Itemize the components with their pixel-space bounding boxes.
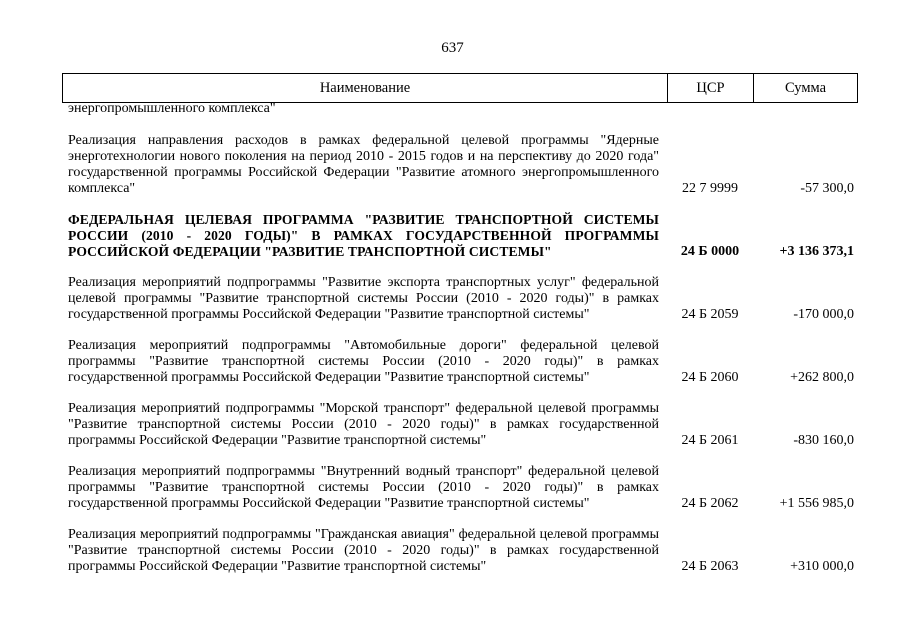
row-sum: -57 300,0 — [800, 181, 854, 196]
header-csr: ЦСР — [668, 74, 754, 102]
table-row — [62, 133, 858, 197]
table-row — [62, 275, 858, 323]
row-name: Реализация мероприятий подпрограммы "Развитие экспорта транспортных услуг" федеральной целевой программы "Развитие транспортной системы России (2010 - 2020 годы)" в рамках государственной программы Российской Федерации "Развитие транспортной системы" — [68, 275, 659, 322]
table-row — [62, 527, 858, 575]
row-sum: +262 800,0 — [790, 370, 854, 385]
row-csr: 24 Б 2060 — [681, 370, 739, 385]
row-name: Реализация мероприятий подпрограммы "Автомобильные дороги" федеральной целевой программы "Развитие транспортной системы России (2010 - 2020 годы)" в рамках государственной программы Российской Федерации "Развитие транспортной системы" — [68, 338, 659, 385]
table-row — [62, 212, 858, 260]
row-csr: 24 Б 2062 — [681, 496, 739, 511]
table-row — [62, 464, 858, 512]
row-name: Реализация направления расходов в рамках федеральной целевой программы "Ядерные энерготехнологии нового поколения на период 2010 - 2015 годов и на перспективу до 2020 года" государственной программы Российской Федерации "Развитие атомного энергопромышленного комплекса" — [68, 133, 659, 196]
row-name: Реализация мероприятий подпрограммы "Внутренний водный транспорт" федеральной целевой программы "Развитие транспортной системы России (2010 - 2020 годы)" в рамках государственной программы Российской Федерации "Развитие транспортной системы" — [68, 464, 659, 511]
row-csr: 24 Б 2063 — [681, 559, 739, 574]
row-csr: 24 Б 2059 — [681, 307, 739, 322]
budget-table — [62, 73, 858, 575]
continuation-text: энергопромышленного комплекса" — [68, 101, 276, 116]
table-row — [62, 338, 858, 386]
page-number: 637 — [441, 40, 464, 56]
header-name: Наименование — [63, 74, 668, 102]
row-sum: -170 000,0 — [793, 307, 854, 322]
row-sum: -830 160,0 — [793, 433, 854, 448]
row-csr: 22 7 9999 — [682, 181, 738, 196]
row-csr: 24 Б 0000 — [680, 244, 740, 259]
row-sum: +3 136 373,1 — [779, 244, 854, 259]
table-row — [62, 401, 858, 449]
row-name: ФЕДЕРАЛЬНАЯ ЦЕЛЕВАЯ ПРОГРАММА "РАЗВИТИЕ ТРАНСПОРТНОЙ СИСТЕМЫ РОССИИ (2010 - 2020 ГОДЫ)" В РАМКАХ ГОСУДАРСТВЕННОЙ ПРОГРАММЫ РОССИЙСКОЙ ФЕДЕРАЦИИ "РАЗВИТИЕ ТРАНСПОРТНОЙ СИСТЕМЫ" — [68, 212, 659, 259]
header-sum: Сумма — [784, 79, 827, 96]
row-sum: +310 000,0 — [790, 559, 854, 574]
table-header — [62, 73, 858, 103]
row-csr: 24 Б 2061 — [681, 433, 739, 448]
row-name: Реализация мероприятий подпрограммы "Морской транспорт" федеральной целевой программы "Развитие транспортной системы России (2010 - 2020 годы)" в рамках государственной программы Российской Федерации "Развитие транспортной системы" — [68, 401, 659, 448]
row-sum: +1 556 985,0 — [779, 496, 854, 511]
row-name: Реализация мероприятий подпрограммы "Гражданская авиация" федеральной целевой программы "Развитие транспортной системы России (2010 - 2020 годы)" в рамках государственной программы Российской Федерации "Развитие транспортной системы" — [68, 527, 659, 574]
